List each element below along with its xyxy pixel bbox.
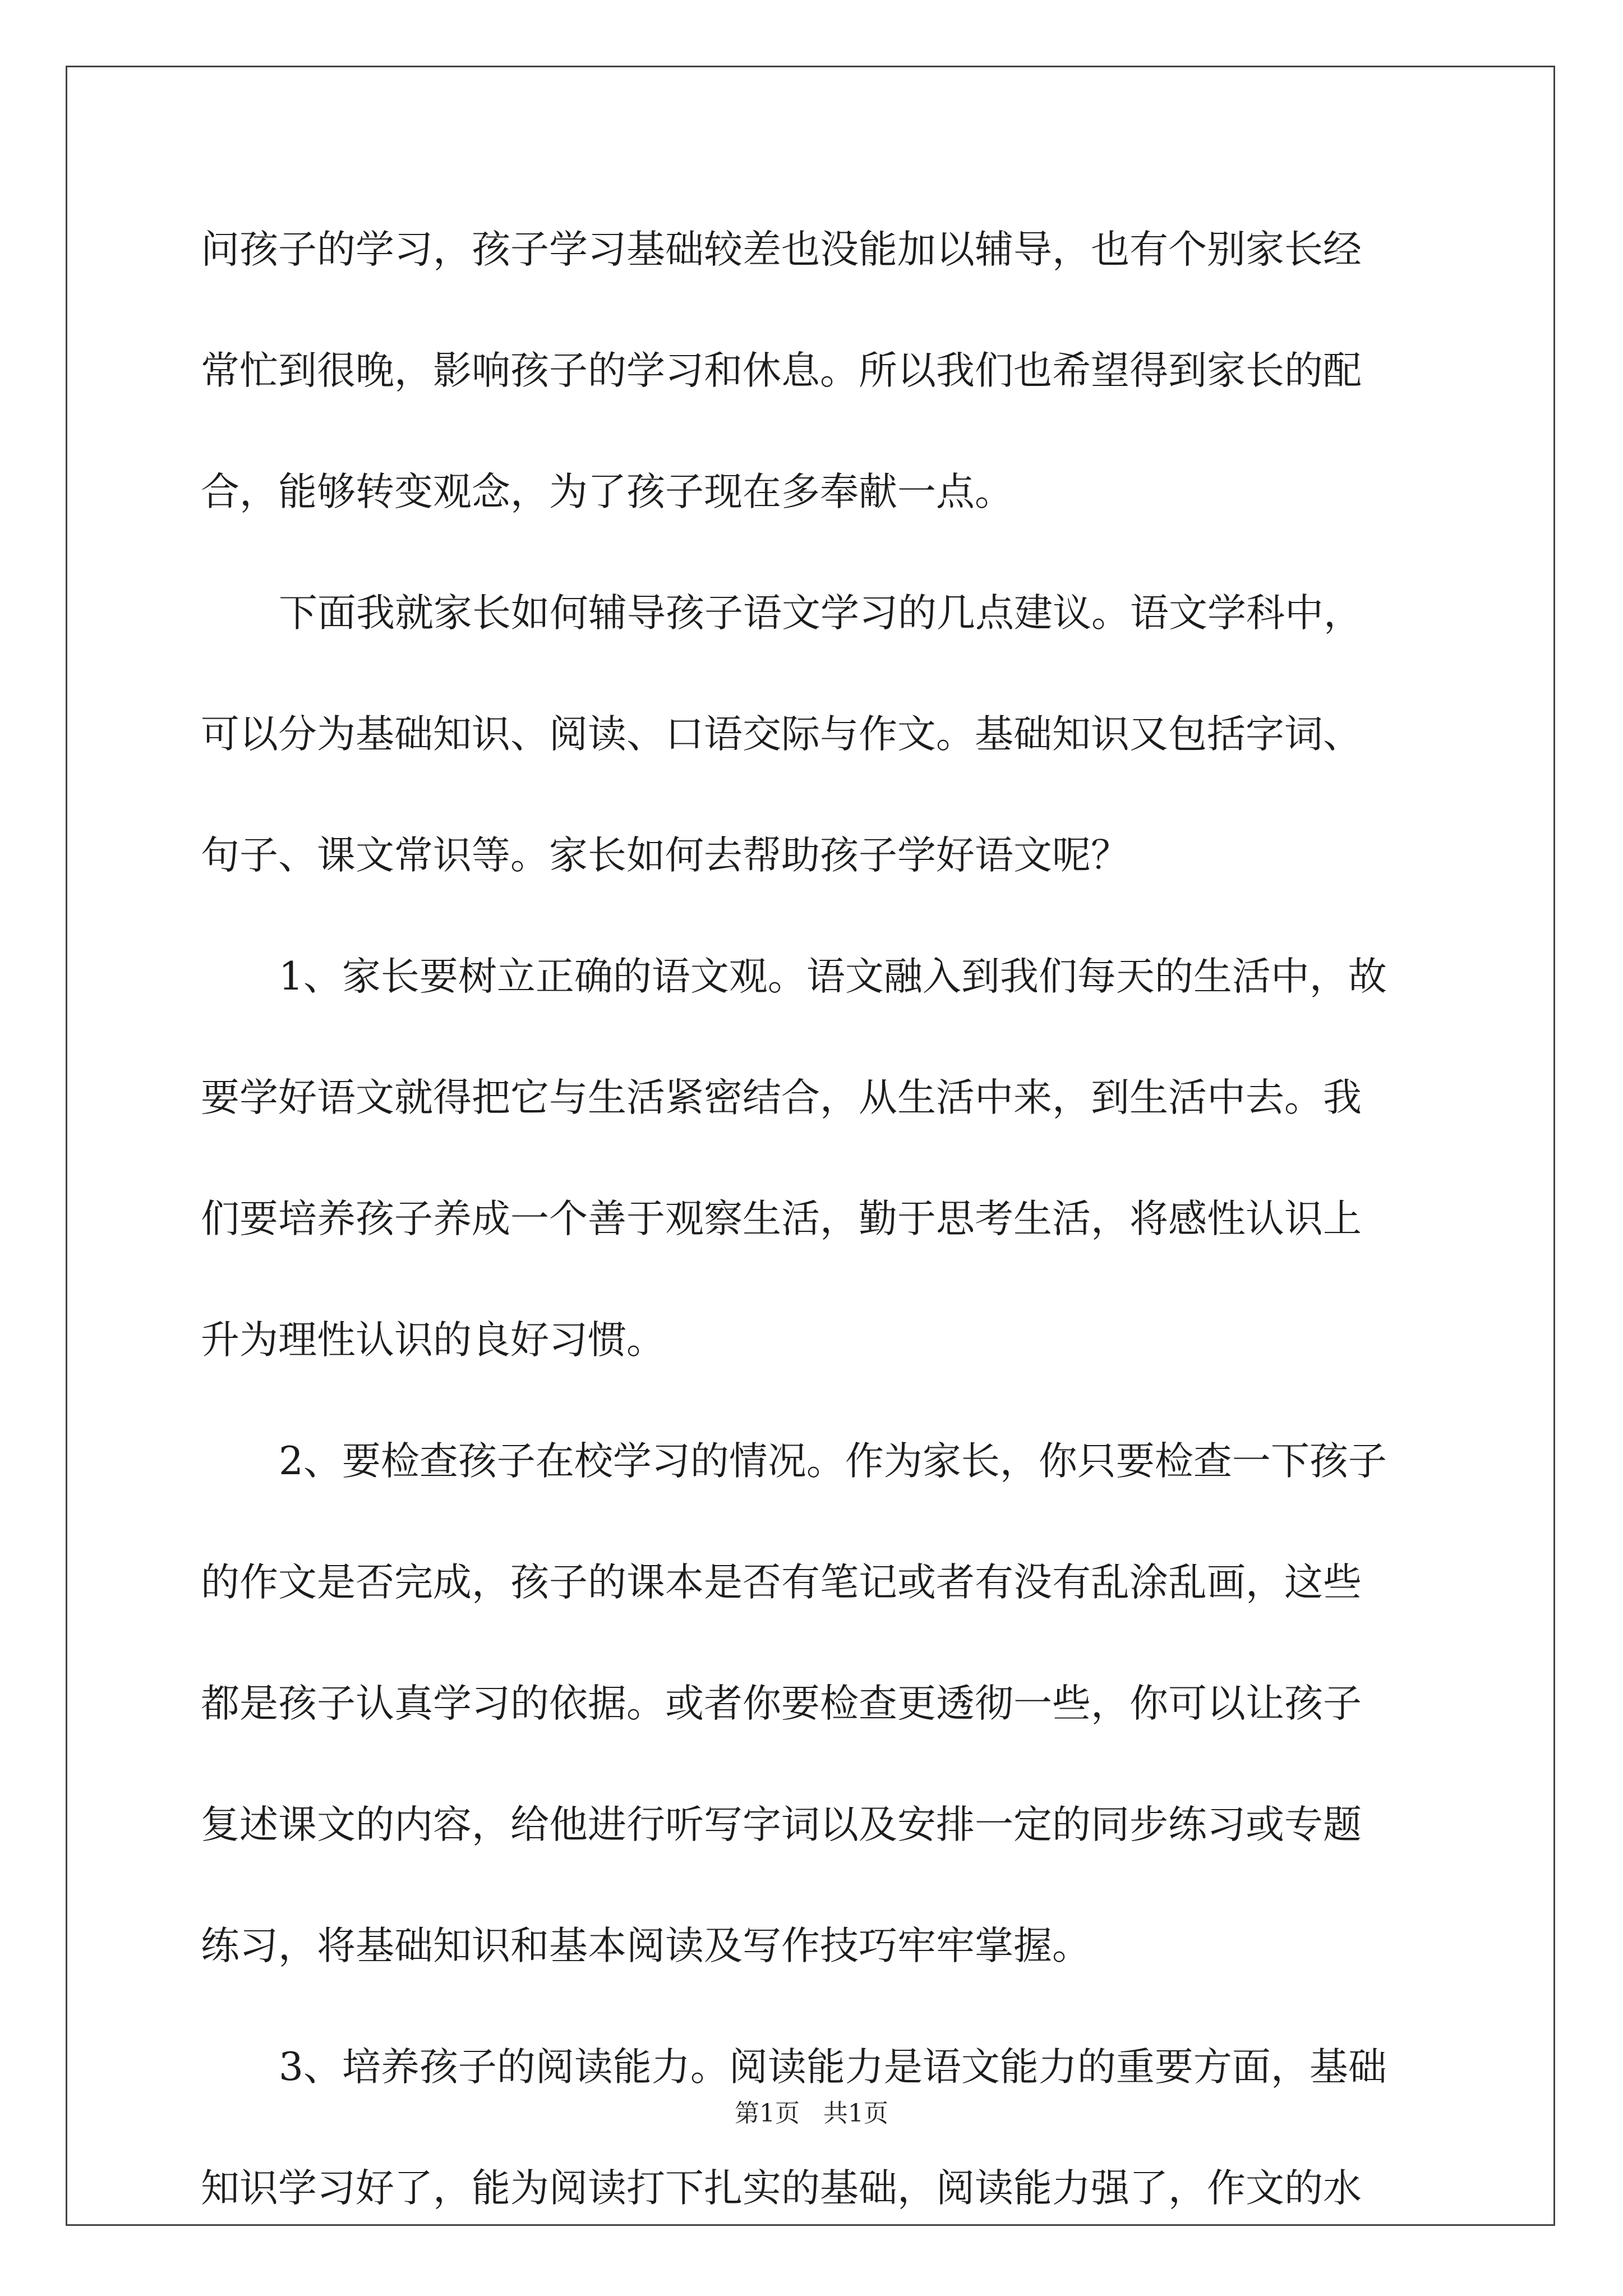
text-line: 2、要检查孩子在校学习的情况。作为家长，你只要检查一下孩子 bbox=[279, 1439, 1387, 1484]
document-body bbox=[201, 202, 1435, 2262]
text-line: 练习，将基础知识和基本阅读及写作技巧牢牢掌握。 bbox=[201, 1924, 1091, 1968]
text-line: 常忙到很晚，影响孩子的学习和休息。所以我们也希望得到家长的配 bbox=[201, 348, 1362, 393]
text-line: 3、培养孩子的阅读能力。阅读能力是语文能力的重要方面，基础 bbox=[279, 2045, 1387, 2090]
text-line: 知识学习好了，能为阅读打下扎实的基础，阅读能力强了，作文的水 bbox=[201, 2166, 1362, 2211]
text-line: 下面我就家长如何辅导孩子语文学习的几点建议。语文学科中， bbox=[279, 591, 1362, 636]
text-line: 可以分为基础知识、阅读、口语交际与作文。基础知识又包括字词、 bbox=[201, 712, 1362, 757]
text-line: 要学好语文就得把它与生活紧密结合，从生活中来，到生活中去。我 bbox=[201, 1075, 1362, 1120]
text-line: 问孩子的学习，孩子学习基础较差也没能加以辅导，也有个别家长经 bbox=[201, 227, 1362, 272]
text-line: 升为理性认识的良好习惯。 bbox=[201, 1318, 665, 1363]
text-line: 句子、课文常识等。家长如何去帮助孩子学好语文呢？ bbox=[201, 833, 1129, 878]
text-line: 们要培养孩子养成一个善于观察生活，勤于思考生活，将感性认识上 bbox=[201, 1197, 1362, 1241]
text-line: 复述课文的内容，给他进行听写字词以及安排一定的同步练习或专题 bbox=[201, 1802, 1362, 1847]
text-line: 都是孩子认真学习的依据。或者你要检查更透彻一些，你可以让孩子 bbox=[201, 1681, 1362, 1726]
text-line: 的作文是否完成，孩子的课本是否有笔记或者有没有乱涂乱画，这些 bbox=[201, 1560, 1362, 1605]
text-line: 合，能够转变观念，为了孩子现在多奉献一点。 bbox=[201, 470, 1013, 514]
page-footer: 第1页 共1页 bbox=[735, 2099, 888, 2128]
text-line: 1、家长要树立正确的语文观。语文融入到我们每天的生活中，故 bbox=[279, 954, 1387, 999]
